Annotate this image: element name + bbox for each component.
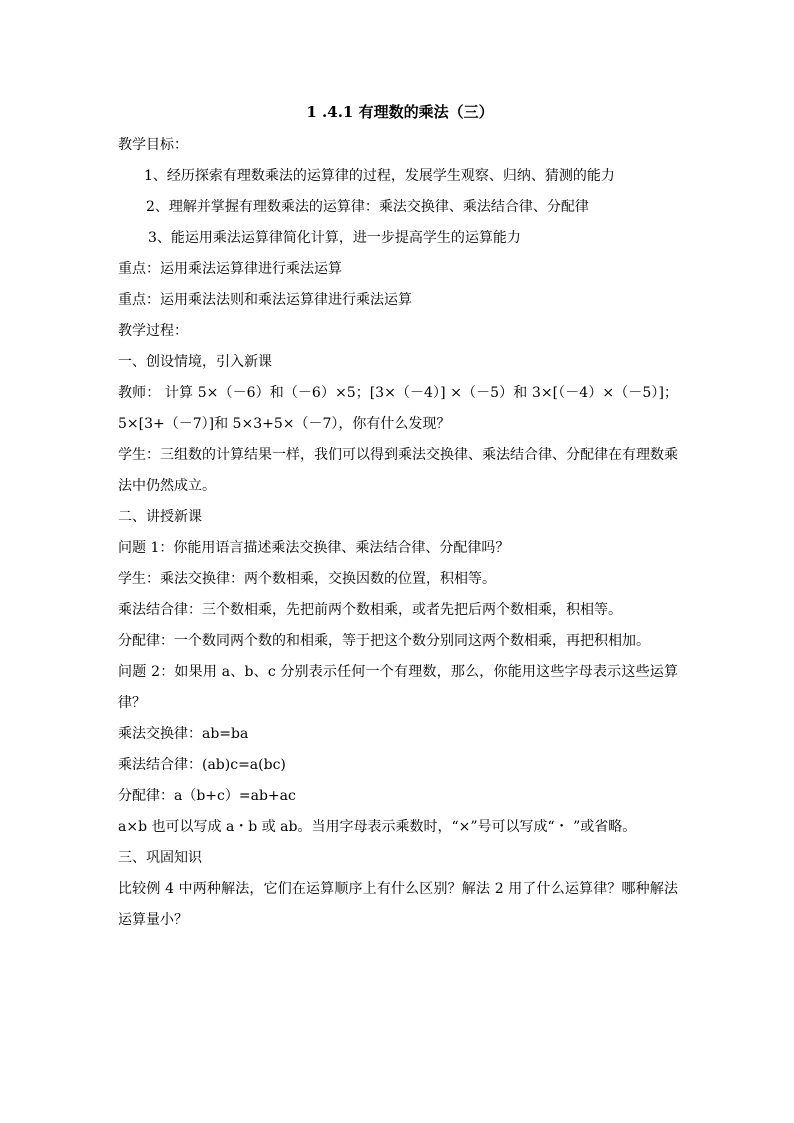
formula-associative: 乘法结合律：(ab)c=a(bc): [118, 757, 286, 773]
section2-answer-commutative: 学生：乘法交换律：两个数相乘，交换因数的位置，积相等。: [118, 571, 496, 587]
teaching-goal-3: 3、能运用乘法运算律简化计算，进一步提高学生的运算能力: [148, 230, 521, 246]
section2-answer-associative: 乘法结合律：三个数相乘，先把前两个数相乘，或者先把后两个数相乘，积相等。: [118, 602, 622, 618]
section3-question: 比较例 4 中两种解法，它们在运算顺序上有什么区别？解法 2 用了什么运算律？哪种解法运算量小？: [118, 881, 678, 928]
section2-question-2: 问题 2：如果用 a、b、c 分别表示任何一个有理数，那么，你能用这些字母表示这些运算律？: [118, 664, 678, 711]
section2-heading: 二、讲授新课: [118, 509, 202, 525]
notation-note: a×b 也可以写成 a・b 或 ab。当用字母表示乘数时，“×”号可以写成“・ ”或省略。: [118, 819, 637, 835]
section2-question-1: 问题 1：你能用语言描述乘法交换律、乘法结合律、分配律吗？: [118, 540, 510, 556]
key-point-2: 重点：运用乘法法则和乘法运算律进行乘法运算: [118, 292, 412, 308]
document-title: 1 .4.1 有理数的乘法（三）: [306, 103, 494, 121]
key-point-1: 重点：运用乘法运算律进行乘法运算: [118, 261, 342, 277]
section3-heading: 三、巩固知识: [118, 850, 202, 866]
process-heading: 教学过程：: [118, 323, 188, 339]
section1-heading: 一、创设情境，引入新课: [118, 354, 272, 370]
teaching-goals-heading: 教学目标：: [118, 137, 188, 153]
formula-commutative: 乘法交换律：ab=ba: [118, 726, 249, 742]
teaching-goal-1: 1、经历探索有理数乘法的运算律的过程，发展学生观察、归纳、猜测的能力: [144, 168, 615, 184]
formula-distributive: 分配律：a（b+c）=ab+ac: [118, 788, 296, 804]
teaching-goal-2: 2、理解并掌握有理数乘法的运算律：乘法交换律、乘法结合律、分配律: [146, 199, 589, 215]
section2-answer-distributive: 分配律：一个数同两个数的和相乘，等于把这个数分别同这两个数相乘，再把积相加。: [118, 633, 650, 649]
document-body: [118, 98, 678, 936]
section1-teacher: 教师： 计算 5×（－6）和（－6）×5；[3×（－4）] ×（－5）和 3×[（－4）×（－5）]；5×[3+（－7）]和 5×3+5×（－7），你有什么发现？: [118, 385, 678, 432]
section1-student: 学生：三组数的计算结果一样，我们可以得到乘法交换律、乘法结合律、分配律在有理数乘法中仍然成立。: [118, 447, 678, 494]
